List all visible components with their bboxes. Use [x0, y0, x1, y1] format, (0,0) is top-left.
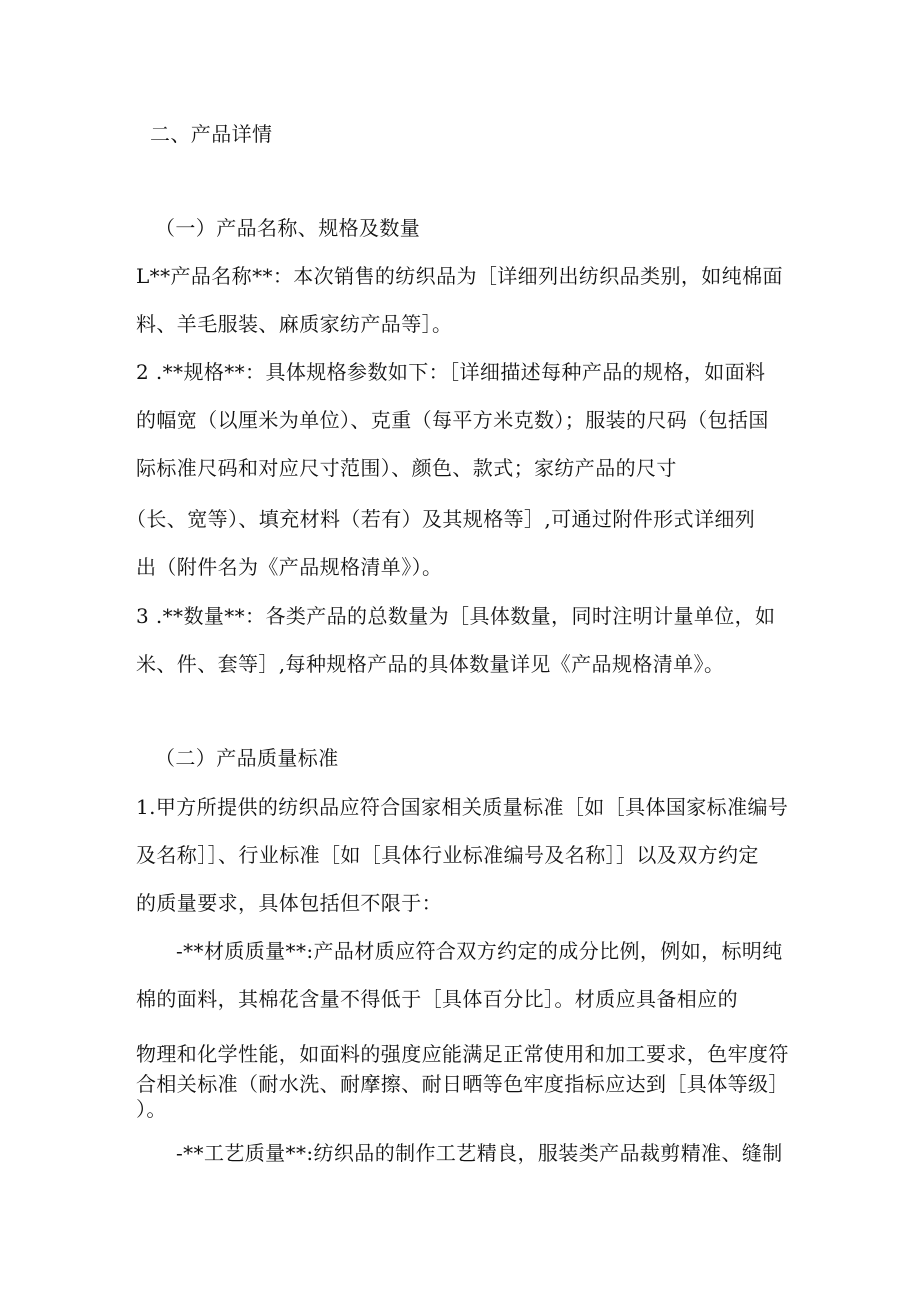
paragraph-line: 3 .**数量**：各类产品的总数量为［具体数量，同时注明计量单位，如 [136, 604, 776, 628]
paragraph-line: 料、羊毛服装、麻质家纺产品等］。 [136, 312, 453, 336]
paragraph-line: 际标准尺码和对应尺寸范围）、颜色、款式；家纺产品的尺寸 [136, 456, 677, 480]
paragraph-line: 1.甲方所提供的纺织品应符合国家相关质量标准［如［具体国家标准编号 [136, 795, 789, 819]
paragraph-line: （长、宽等）、填充材料（若有）及其规格等］,可通过附件形式详细列 [126, 507, 756, 531]
subsection-heading-2: （二）产品质量标准 [155, 746, 339, 770]
paragraph-line: 出（附件名为《产品规格清单》）。 [136, 555, 443, 579]
paragraph-line: 及名称］］、行业标准［如［具体行业标准编号及名称］］以及双方约定 [136, 843, 759, 867]
paragraph-line: 的幅宽（以厘米为单位）、克重（每平方米克数）；服装的尺码（包括国 [136, 408, 769, 432]
paragraph-line: -**材质质量**:产品材质应符合双方约定的成分比例，例如，标明纯 [176, 939, 783, 963]
paragraph-line: -**工艺质量**:纺织品的制作工艺精良，服装类产品裁剪精准、缝制 [176, 1141, 783, 1165]
paragraph-line: 的质量要求，具体包括但不限于： [136, 891, 442, 915]
paragraph-line: 2 .**规格**：具体规格参数如下：［详细描述每种产品的规格，如面料 [136, 360, 766, 384]
paragraph-line: 棉的面料，其棉花含量不得低于［具体百分比］。材质应具备相应的 [136, 987, 738, 1011]
paragraph-line: 合相关标准（耐水洗、耐摩擦、耐日晒等色牢度指标应达到［具体等级］ [136, 1072, 789, 1096]
paragraph-line: 米、件、套等］,每种规格产品的具体数量详见《产品规格清单》。 [136, 652, 725, 676]
paragraph-line: 物理和化学性能，如面料的强度应能满足正常使用和加工要求，色牢度符 [136, 1042, 789, 1066]
subsection-heading-1: （一）产品名称、规格及数量 [155, 216, 421, 240]
paragraph-line: ）。 [136, 1097, 167, 1121]
section-title: 二、产品详情 [150, 122, 273, 146]
paragraph-line: L**产品名称**：本次销售的纺织品为［详细列出纺织品类别，如纯棉面 [136, 264, 783, 288]
